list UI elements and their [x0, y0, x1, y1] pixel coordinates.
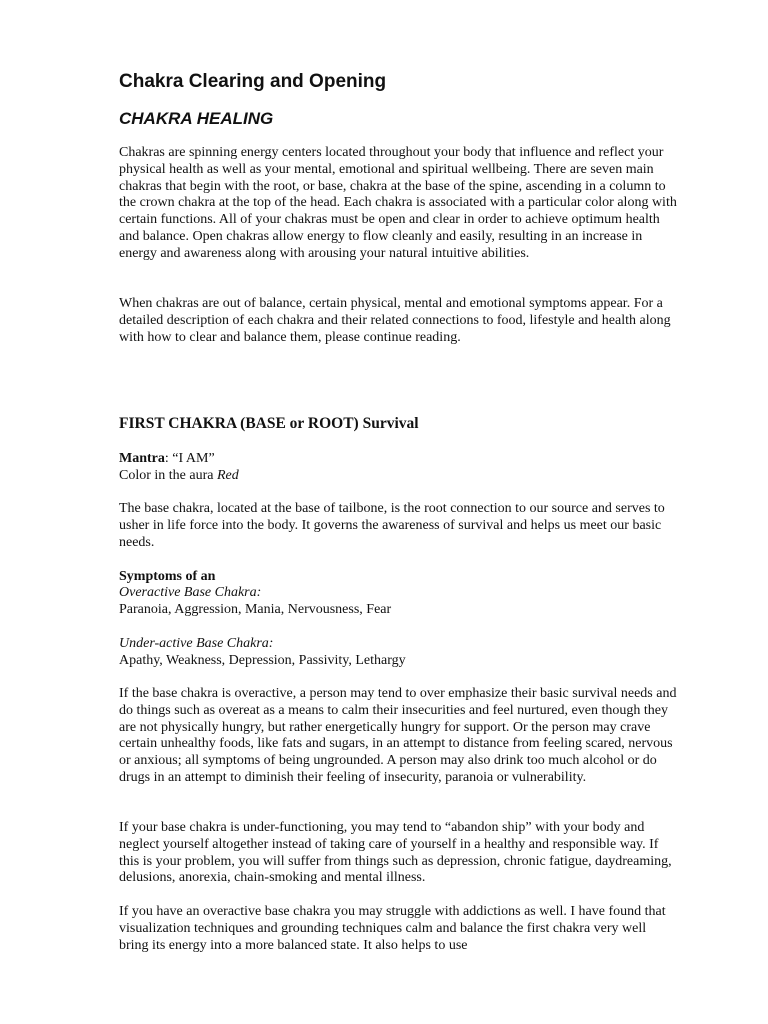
aura-color-label: Color in the aura — [119, 468, 217, 483]
aura-color-value: Red — [216, 468, 239, 483]
document-title: Chakra Clearing and Opening — [119, 71, 387, 92]
section-subtitle: CHAKRA HEALING — [119, 109, 274, 128]
intro-paragraph-1: Chakras are spinning energy centers located throughout your body that influence and reflect your physical health as well as your mental, emotional and spiritual wellbeing. There are seven main chakras that begin with the root, or base, chakra at the base of the spine, ascending in a column to the crown chakra at the top of the head. Each chakra is associated with a particular color along with certain functions. All of your chakras must be open and clear in order to achieve optimum health and balance. Open chakras allow energy to flow cleanly and easily, resulting in an increase in energy and awareness along with arousing your natural intuitive abilities. — [119, 145, 677, 261]
first-chakra-heading: FIRST CHAKRA (BASE or ROOT) Survival — [119, 415, 419, 432]
addictions-paragraph: If you have an overactive base chakra you may struggle with addictions as well. I have found that visualization techniques and grounding techniques calm and balance the first chakra very well bring its energy into a more balanced state. It also helps to use — [119, 904, 666, 953]
aura-color-line — [119, 468, 679, 485]
underfunctioning-paragraph: If your base chakra is under-functioning, you may tend to “abandon ship” with your body and neglect yourself altogether instead of taking care of yourself in a healthy and responsible way. If this is your problem, you will suffer from things such as depression, chronic fatigue, daydreaming, delusions, anorexia, chain-smoking and mental illness. — [119, 820, 672, 886]
underactive-symptoms: Apathy, Weakness, Depression, Passivity, Lethargy — [119, 653, 406, 668]
symptoms-heading: Symptoms of an — [119, 569, 216, 584]
intro-paragraph-2: When chakras are out of balance, certain physical, mental and emotional symptoms appear. For a detailed description of each chakra and their related connections to food, lifestyle and health along with how to clear and balance them, please continue reading. — [119, 296, 671, 345]
overactive-label: Overactive Base Chakra: — [119, 585, 262, 600]
base-chakra-description: The base chakra, located at the base of tailbone, is the root connection to our source and serves to usher in life force into the body. It governs the awareness of survival and helps us meet our basic needs. — [119, 501, 665, 550]
underactive-label: Under-active Base Chakra: — [119, 636, 274, 651]
overactive-paragraph: If the base chakra is overactive, a person may tend to over emphasize their basic survival needs and do things such as overeat as a means to calm their insecurities and feel nurtured, even though they are not physically hungry, but rather energetically hungry for support. Or the person may crave certain unhealthy foods, like fats and sugars, in an attempt to distance from feeling scared, nervous or anxious; all symptoms of being ungrounded. A person may also drink too much alcohol or do drugs in an attempt to diminish their feeling of insecurity, paranoia or vulnerability. — [119, 686, 677, 785]
overactive-symptoms: Paranoia, Aggression, Mania, Nervousness, Fear — [119, 602, 392, 617]
mantra-line — [119, 451, 679, 468]
mantra-value: : “I AM” — [164, 451, 215, 466]
mantra-label: Mantra — [119, 451, 165, 466]
